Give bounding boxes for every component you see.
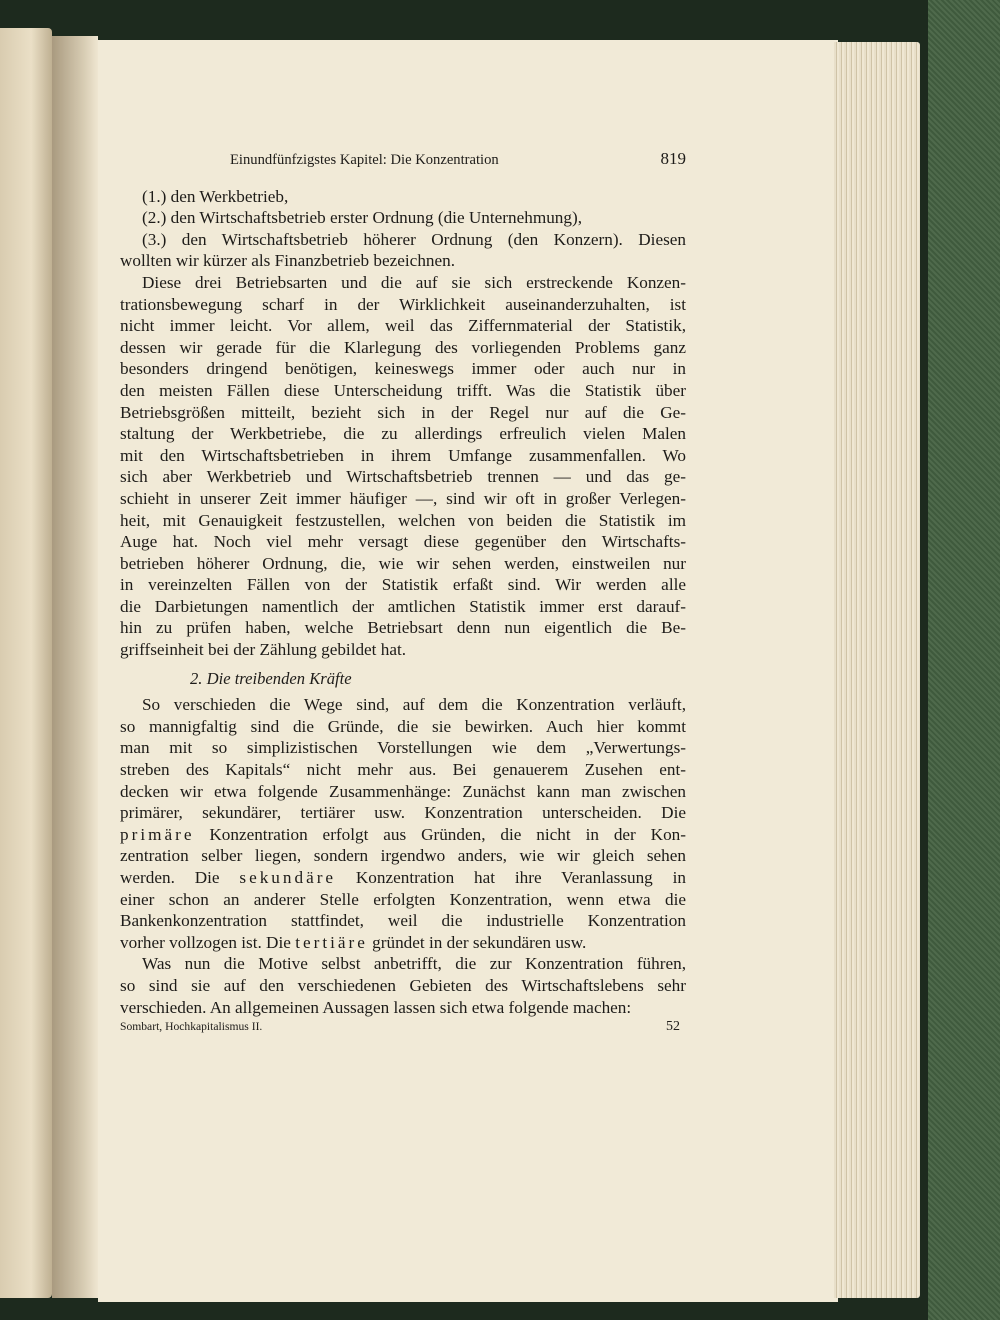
signature-mark: 52 [666,1019,680,1035]
text-line: einer schon an anderer Stelle erfolgten Konzentration, wenn etwa die [120,889,686,909]
list-item: (3.) den Wirtschaftsbetrieb höherer Ordnung (den Konzern). Diesen [142,229,686,249]
text-line: sich aber Werkbetrieb und Wirtschaftsbetrieb trennen — und das ge- [120,467,686,487]
text-line: die Darbietungen namentlich der amtlichen Statistik immer erst darauf- [120,596,686,616]
enumeration [120,186,686,272]
text-line: man mit so simplizistischen Vorstellungen wie dem „Verwertungs- [120,738,686,758]
text-line: hin zu prüfen haben, welche Betriebsart denn nun eigentlich die Be- [120,618,686,638]
text-line: primärer, sekundärer, tertiärer usw. Konzentration unterscheiden. Die [120,803,686,823]
emphasized-term: sekundäre [239,868,337,887]
text-line: Auge hat. Noch viel mehr versagt diese gegenüber den Wirtschafts- [120,532,686,552]
text-line: zentration selber liegen, sondern irgendwo anders, wie wir gleich sehen [120,846,686,866]
paragraph-2 [120,694,686,953]
text-line: streben des Kapitals“ nicht mehr aus. Bei genauerem Zusehen ent- [120,760,686,780]
text-line: heit, mit Genauigkeit festzustellen, welchen von beiden die Statistik im [120,510,686,530]
list-item: (2.) den Wirtschaftsbetrieb erster Ordnung (die Unternehmung), [142,208,582,228]
page-block-edges [834,42,920,1298]
text-line: primäre Konzentration erfolgt aus Gründen, die nicht in der Kon- [120,824,686,844]
text-line: Was nun die Motive selbst anbetrifft, die zur Konzentration führen, [142,954,686,974]
running-title: Einundfünfzigstes Kapitel: Die Konzentration [230,152,499,168]
page-footer [120,1020,686,1034]
text-line: trationsbewegung scharf in der Wirklichkeit auseinanderzuhalten, ist [120,294,686,314]
text-line: den meisten Fällen diese Unterscheidung trifft. Was die Statistik über [120,380,686,400]
text-line: Bankenkonzentration stattfindet, weil die industrielle Konzentration [120,911,686,931]
book-cover-cloth [928,0,1000,1320]
footer-note: Sombart, Hochkapitalismus II. [120,1020,263,1034]
text-line: griffseinheit bei der Zählung gebildet hat. [120,640,407,660]
paragraph-3 [120,953,686,1018]
page-number: 819 [660,149,686,168]
text-line: so mannigfaltig sind die Gründe, die sie bewirken. Auch hier kommt [120,716,686,736]
text-line: decken wir etwa folgende Zusammenhänge: Zunächst kann man zwischen [120,781,686,801]
text-line: besonders dringend benötigen, keineswegs immer oder auch nur in [120,359,686,379]
left-page-edge [0,28,52,1298]
book-gutter [52,36,98,1298]
emphasized-term: primäre [120,824,195,844]
text-line: dessen wir gerade für die Klarlegung des vorliegenden Problems ganz [120,337,686,357]
text-line: So verschieden die Wege sind, auf dem die Konzentration verläuft, [142,695,686,715]
text-line: in vereinzelten Fällen von der Statistik erfaßt sind. Wir werden alle [120,575,686,595]
text-line: schieht in unserer Zeit immer häufiger —, sind wir oft in großer Verlegen- [120,488,686,508]
page-text [120,148,686,1034]
text-line: verschieden. An allgemeinen Aussagen lassen sich etwa folgende machen: [120,997,632,1017]
text-line: so sind sie auf den verschiedenen Gebieten des Wirtschaftslebens sehr [120,975,686,995]
text-line: Diese drei Betriebsarten und die auf sie sich erstreckende Konzen- [142,272,686,292]
text-line: staltung der Werkbetriebe, die zu allerdings erfreulich vielen Malen [120,424,686,444]
list-item-continuation: wollten wir kürzer als Finanzbetrieb bezeichnen. [120,251,456,271]
text-line: werden. Die sekundäre Konzentration hat ihre Veranlassung in [120,868,686,887]
text-line: mit den Wirtschaftsbetrieben in ihrem Umfange zusammenfallen. Wo [120,445,686,465]
text-line: betrieben höherer Ordnung, die, wie wir sehen werden, einstweilen nur [120,553,686,573]
text-line: nicht immer leicht. Vor allem, weil das Ziffernmaterial der Statistik, [120,316,686,336]
emphasized-term: tertiäre [295,932,368,952]
running-header [120,148,686,172]
text-line: vorher vollzogen ist. Die tertiäre gründet in der sekundären usw. [120,932,587,952]
list-item: (1.) den Werkbetrieb, [142,186,289,206]
section-heading: 2. Die treibenden Kräfte [190,668,352,688]
paragraph-1 [120,272,686,661]
text-line: Betriebsgrößen mitteilt, bezieht sich in der Regel nur auf die Ge- [120,402,686,422]
